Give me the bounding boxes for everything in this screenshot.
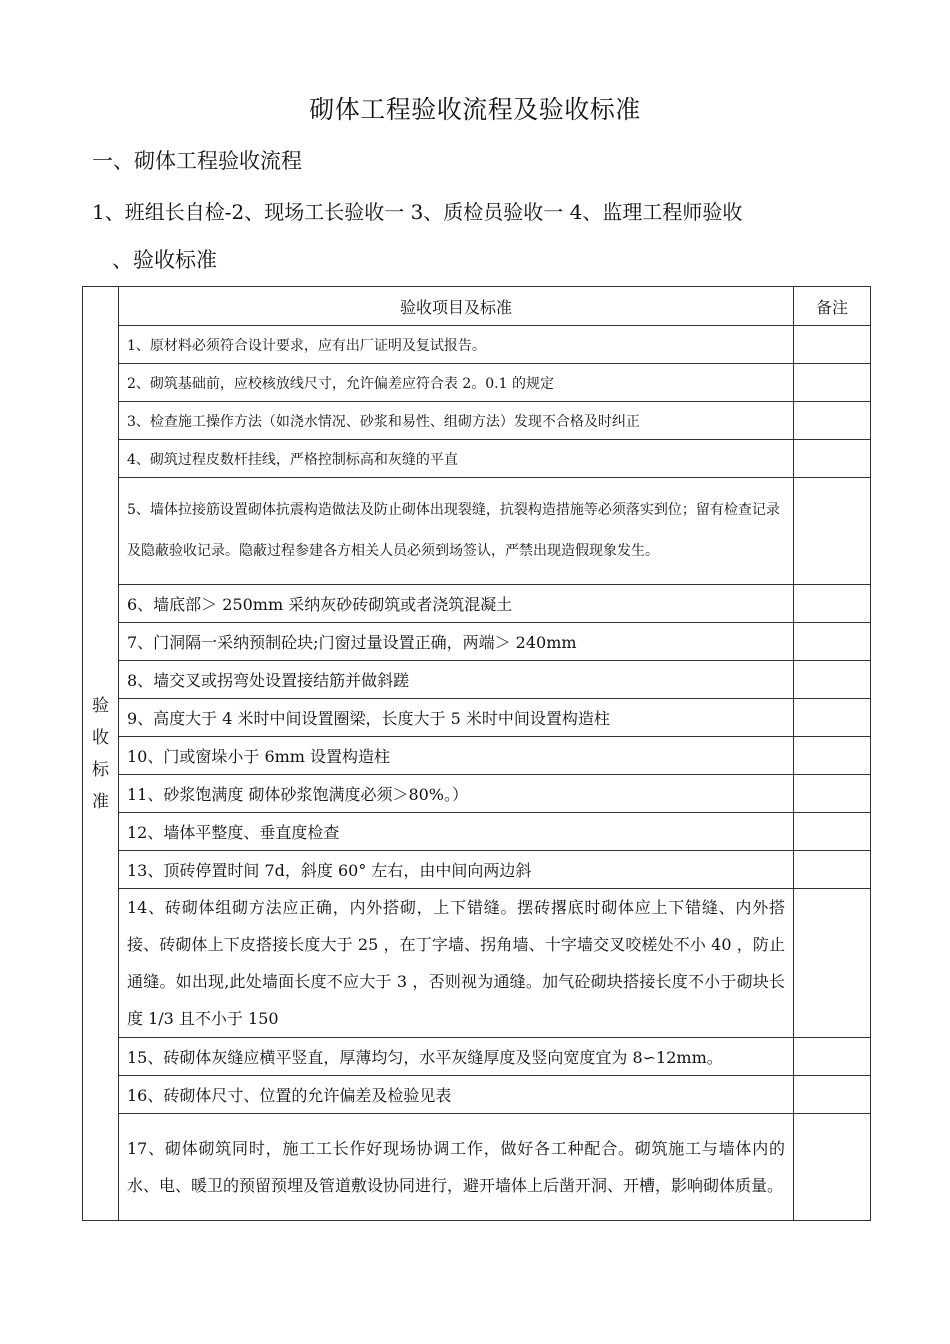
note-cell xyxy=(794,851,871,889)
side-label xyxy=(83,287,119,1221)
table-row xyxy=(83,402,871,440)
table-row xyxy=(83,699,871,737)
row-text: 11、砂浆饱满度 砌体砂浆饱满度必须＞80%。） xyxy=(119,775,794,813)
table-row xyxy=(83,661,871,699)
row-text: 4、砌筑过程皮数杆挂线，严格控制标高和灰缝的平直 xyxy=(119,440,794,478)
table-row xyxy=(83,1076,871,1114)
note-cell xyxy=(794,699,871,737)
table-header-row xyxy=(83,287,871,326)
table-row xyxy=(83,440,871,478)
table-row xyxy=(83,1114,871,1221)
header-items: 验收项目及标准 xyxy=(119,287,794,326)
note-cell xyxy=(794,623,871,661)
note-cell xyxy=(794,364,871,402)
section-heading-standard: 、验收标准 xyxy=(112,248,217,272)
note-cell xyxy=(794,1076,871,1114)
note-cell xyxy=(794,1038,871,1076)
flow-steps: 1、班组长自检-2、现场工长验收一 3、质检员验收一 4、监理工程师验收 xyxy=(92,200,743,224)
table-row xyxy=(83,364,871,402)
header-note: 备注 xyxy=(794,287,871,326)
section-heading-flow: 一、砌体工程验收流程 xyxy=(92,149,302,173)
table-row xyxy=(83,889,871,1038)
acceptance-standard-table xyxy=(82,286,871,1221)
row-text: 8、墙交叉或拐弯处设置接结筋并做斜蹉 xyxy=(119,661,794,699)
row-text: 14、砖砌体组砌方法应正确，内外搭砌，上下错缝。摆砖撂底时砌体应上下错缝、内外搭接、砖砌体上下皮搭接长度大于 25 ，在丁字墙、拐角墙、十字墙交叉咬槎处不小 40 ，防止通缝。如出现,此处墙面长度不应大于 3 ，否则视为通缝。加气砼砌块搭接长度不小于砌块长度 1/3 且不小于 150 xyxy=(119,889,794,1038)
row-text: 6、墙底部＞ 250mm 采纳灰砂砖砌筑或者浇筑混凝土 xyxy=(119,585,794,623)
row-text: 9、高度大于 4 米时中间设置圈梁，长度大于 5 米时中间设置构造柱 xyxy=(119,699,794,737)
note-cell xyxy=(794,661,871,699)
note-cell xyxy=(794,1114,871,1221)
page-title: 砌体工程验收流程及验收标准 xyxy=(309,95,641,124)
row-text: 2、砌筑基础前，应校核放线尺寸，允许偏差应符合表 2。0.1 的规定 xyxy=(119,364,794,402)
table-row xyxy=(83,585,871,623)
note-cell xyxy=(794,440,871,478)
note-cell xyxy=(794,737,871,775)
row-text: 12、墙体平整度、垂直度检查 xyxy=(119,813,794,851)
table-row xyxy=(83,326,871,364)
row-text: 13、顶砖停置时间 7d，斜度 60° 左右，由中间向两边斜 xyxy=(119,851,794,889)
table-row xyxy=(83,623,871,661)
row-text: 17、砌体砌筑同时，施工工长作好现场协调工作，做好各工种配合。砌筑施工与墙体内的水、电、暖卫的预留预埋及管道敷设协同进行，避开墙体上后凿开洞、开槽，影响砌体质量。 xyxy=(119,1114,794,1221)
row-text: 3、检查施工操作方法（如浇水情况、砂浆和易性、组砌方法）发现不合格及时纠正 xyxy=(119,402,794,440)
table-row xyxy=(83,851,871,889)
note-cell xyxy=(794,813,871,851)
note-cell xyxy=(794,775,871,813)
row-text: 16、砖砌体尺寸、位置的允许偏差及检验见表 xyxy=(119,1076,794,1114)
row-text: 7、门洞隔一采纳预制砼块;门窗过量设置正确，两端＞ 240mm xyxy=(119,623,794,661)
side-char: 验 xyxy=(92,695,109,716)
row-text: 1、原材料必须符合设计要求，应有出厂证明及复试报告。 xyxy=(119,326,794,364)
table-row xyxy=(83,775,871,813)
row-text: 5、墙体拉接筋设置砌体抗震构造做法及防止砌体出现裂缝，抗裂构造措施等必须落实到位；留有检查记录及隐蔽验收记录。隐蔽过程参建各方相关人员必须到场签认，严禁出现造假现象发生。 xyxy=(119,478,794,585)
note-cell xyxy=(794,478,871,585)
note-cell xyxy=(794,402,871,440)
note-cell xyxy=(794,889,871,1038)
note-cell xyxy=(794,326,871,364)
row-text: 10、门或窗垛小于 6mm 设置构造柱 xyxy=(119,737,794,775)
row-text: 15、砖砌体灰缝应横平竖直，厚薄均匀，水平灰缝厚度及竖向宽度宜为 8∽12mm。 xyxy=(119,1038,794,1076)
table-row xyxy=(83,478,871,585)
side-char: 收 xyxy=(92,727,109,748)
side-char: 标 xyxy=(92,759,109,780)
table-row xyxy=(83,737,871,775)
table-row xyxy=(83,1038,871,1076)
note-cell xyxy=(794,585,871,623)
table-row xyxy=(83,813,871,851)
side-char: 准 xyxy=(92,791,109,812)
